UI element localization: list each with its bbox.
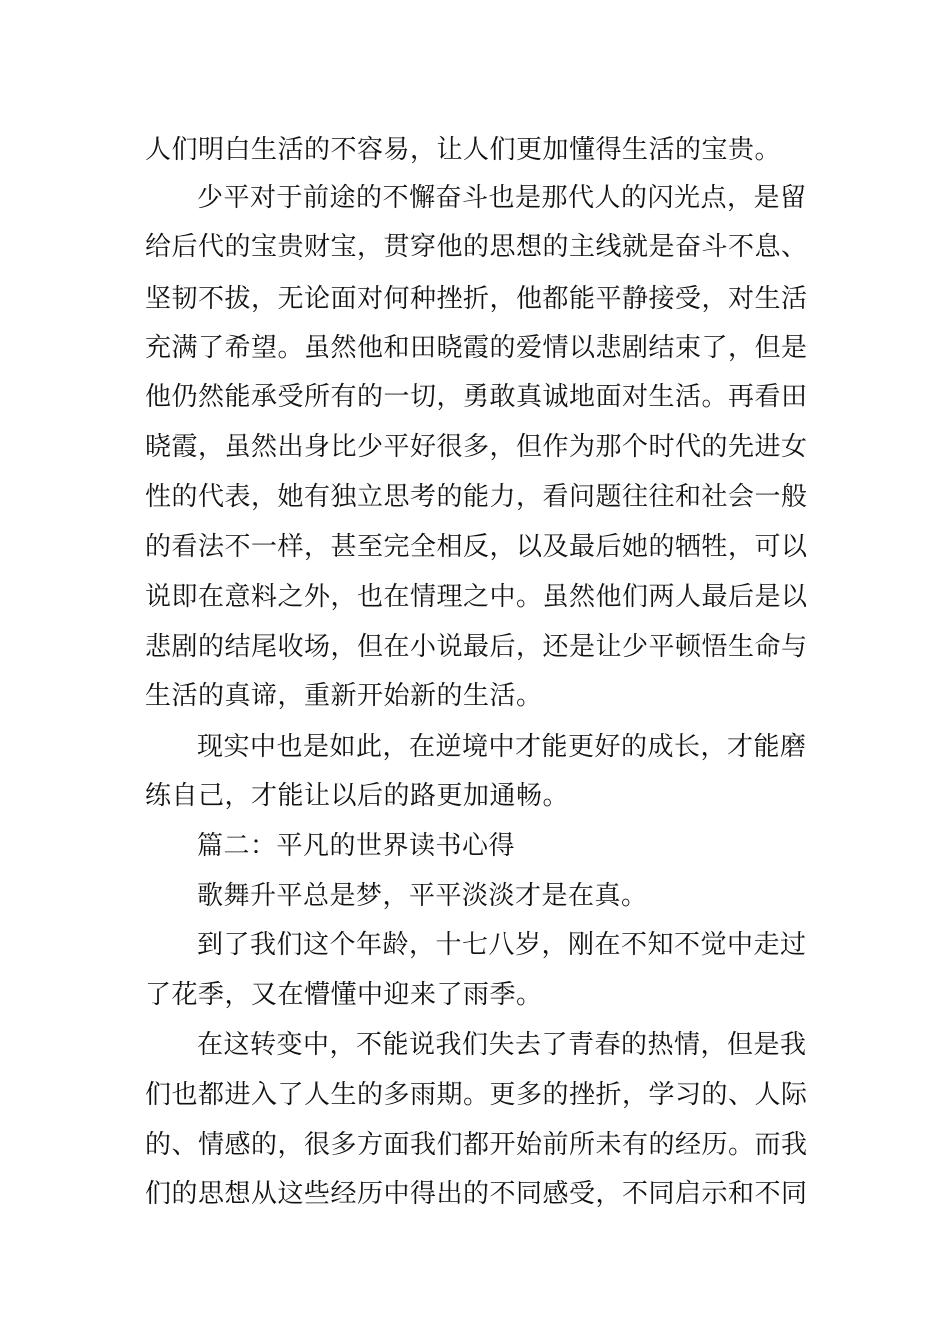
- section-heading: 篇二：平凡的世界读书心得: [197, 831, 516, 861]
- text-line: 晓霞，虽然出身比少平好很多，但作为那个时代的先进女: [145, 432, 808, 462]
- paragraph-start-line: 在这转变中，不能说我们失去了青春的热情，但是我: [197, 1030, 807, 1060]
- paragraph-start-line: 现实中也是如此，在逆境中才能更好的成长，才能磨: [197, 732, 807, 762]
- text-line: 给后代的宝贵财宝，贯穿他的思想的主线就是奋斗不息、: [145, 232, 808, 262]
- text-line: 充满了希望。虽然他和田晓霞的爱情以悲剧结束了，但是: [145, 333, 808, 363]
- text-line: 性的代表，她有独立思考的能力，看问题往往和社会一般: [145, 482, 808, 512]
- text-line: 生活的真谛，重新开始新的生活。: [145, 681, 543, 711]
- text-line: 的、情感的，很多方面我们都开始前所未有的经历。而我: [145, 1130, 808, 1160]
- text-line: 说即在意料之外，也在情理之中。虽然他们两人最后是以: [145, 582, 808, 612]
- text-line: 们也都进入了人生的多雨期。更多的挫折，学习的、人际: [145, 1080, 808, 1110]
- text-line: 坚韧不拔，无论面对何种挫折，他都能平静接受，对生活: [145, 284, 808, 314]
- paragraph-start-line: 歌舞升平总是梦，平平淡淡才是在真。: [197, 881, 648, 911]
- paragraph-start-line: 少平对于前途的不懈奋斗也是那代人的闪光点，是留: [197, 183, 807, 213]
- text-line: 的看法不一样，甚至完全相反，以及最后她的牺牲，可以: [145, 532, 808, 562]
- text-line: 悲剧的结尾收场，但在小说最后，还是让少平顿悟生命与: [145, 632, 808, 662]
- paragraph-start-line: 到了我们这个年龄，十七八岁，刚在不知不觉中走过: [197, 930, 807, 960]
- text-line: 了花季，又在懵懂中迎来了雨季。: [145, 980, 543, 1010]
- text-line: 们的思想从这些经历中得出的不同感受，不同启示和不同: [145, 1179, 808, 1209]
- text-line: 人们明白生活的不容易，让人们更加懂得生活的宝贵。: [145, 135, 782, 165]
- text-line: 他仍然能承受所有的一切，勇敢真诚地面对生活。再看田: [145, 382, 808, 412]
- text-line: 练自己，才能让以后的路更加通畅。: [145, 781, 570, 811]
